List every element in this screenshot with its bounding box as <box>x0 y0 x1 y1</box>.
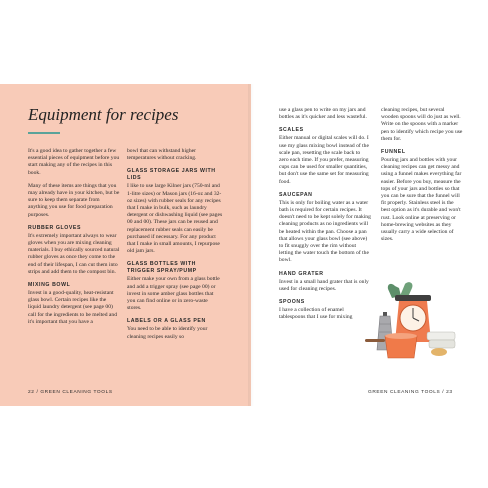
spoons-text: I have a collection of enamel tablespoons that I use for mixing <box>279 307 353 321</box>
funnel-text: Pouring jars and bottles with your cleaning recipes can get messy and using a funnel makes everything far easier. Before you buy, measure the tops of your jars and bottles so that you can be sure that the funnel will fit properly. Stainless steel is the best option as it's durable and won't rust. Look online at preserving or home-brewing websites as they usually carry a wide selection of sizes. <box>381 157 462 243</box>
rubber-gloves-text: It's extremely important always to wear gloves when you are mixing cleaning materials. I buy ethically sourced natural rubber gloves as once they come to the end of their lifespan, I can cut them into strips and add them to the compost bin. <box>28 232 120 275</box>
page-gutter <box>248 84 254 406</box>
page-title: Equipment for recipes <box>28 105 179 124</box>
mixing-bowl-continued: bowl that can withstand higher temperatures without cracking. <box>127 148 197 162</box>
towel-icon <box>427 332 455 356</box>
hand-grater-text: Invest in a small hand grater that is only used for cleaning recipes. <box>279 278 369 292</box>
section-heading-mixing-bowl: MIXING BOWL <box>28 282 71 289</box>
column-1 <box>28 148 120 332</box>
section-heading-hand-grater: HAND GRATER <box>279 270 324 277</box>
spoons-continued: cleaning recipes, but several wooden spoons will do just as well. Write on the spoons with a marker pen to identify which recipe you use them for. <box>381 107 463 142</box>
intro-paragraph-1: It's a good idea to gather together a few essential pieces of equipment before you start making any of the recipes in this book. <box>28 148 120 176</box>
glass-bottles-text: Either make your own from a glass bottle and add a trigger spray (see page 00) or invest in some amber glass bottles that you can find online or in zero-waste stores. <box>127 276 220 312</box>
folio-right: GREEN CLEANING TOOLS / 23 <box>368 390 453 395</box>
section-heading-funnel: FUNNEL <box>381 149 406 156</box>
section-heading-labels: LABELS OR A GLASS PEN <box>127 318 206 325</box>
saucepan-text: This is only for boiling water as a water bath is required for certain recipes. It doesn't need to be kept solely for making cleaning products as no ingredients will be heated within the pan. Choose a pan that allows your glass bowl (see above) to fit snuggly over the rim without letting the water touch the bottom of the bowl. <box>279 199 371 264</box>
scales-text: Either manual or digital scales will do. I use my glass mixing bowl instead of the scale pan, resetting the scale back to zero each time. If you prefer, measuring cups can be used for smaller quantities, but don't use the same set for measuring food. <box>279 135 369 185</box>
saucepan-icon <box>365 333 417 358</box>
column-2 <box>127 148 223 347</box>
intro-paragraph-2: Many of these items are things that you may already have in your kitchen, but be sure to keep them separate from anything you use for food preparation purposes. <box>28 182 120 218</box>
section-heading-glass-bottles: GLASS BOTTLES WITH TRIGGER SPRAY/PUMP <box>127 261 197 275</box>
book-spread <box>0 84 488 406</box>
folio-left: 22 / GREEN CLEANING TOOLS <box>28 390 113 395</box>
labels-continued: use a glass pen to write on my jars and bottles as it's quicker and less wasteful. <box>279 107 367 121</box>
mixing-bowl-text: Invest in a good-quality, heat-resistant glass bowl. Certain recipes like the liquid laundry detergent (see page 00) call for the ingredients to be melted and it's important that you have a <box>28 290 118 325</box>
column-3 <box>279 107 371 327</box>
column-4 <box>381 107 463 249</box>
section-heading-rubber-gloves: RUBBER GLOVES <box>28 224 82 231</box>
storage-jars-text: I like to use large Kilner jars (750-ml and 1-litre sizes) or Mason jars (16-oz and 32-oz sizes) with rubber seals for any recipes that I make in bulk, such as laundry detergent or dishwashing liquid (see pages 00 and 00). These jars can be reused and replacement rubber seals can easily be purchased if necessary. For any product that I make in small amounts, I repurpose old jam jars. <box>127 183 223 255</box>
equipment-illustration <box>361 280 461 366</box>
section-heading-spoons: SPOONS <box>279 299 305 306</box>
section-heading-saucepan: SAUCEPAN <box>279 191 313 198</box>
title-underline <box>28 132 60 134</box>
section-heading-storage-jars: GLASS STORAGE JARS WITH LIDS <box>127 168 216 182</box>
section-heading-scales: SCALES <box>279 127 304 134</box>
labels-text: You need to be able to identify your cleaning recipes easily so <box>127 326 208 340</box>
